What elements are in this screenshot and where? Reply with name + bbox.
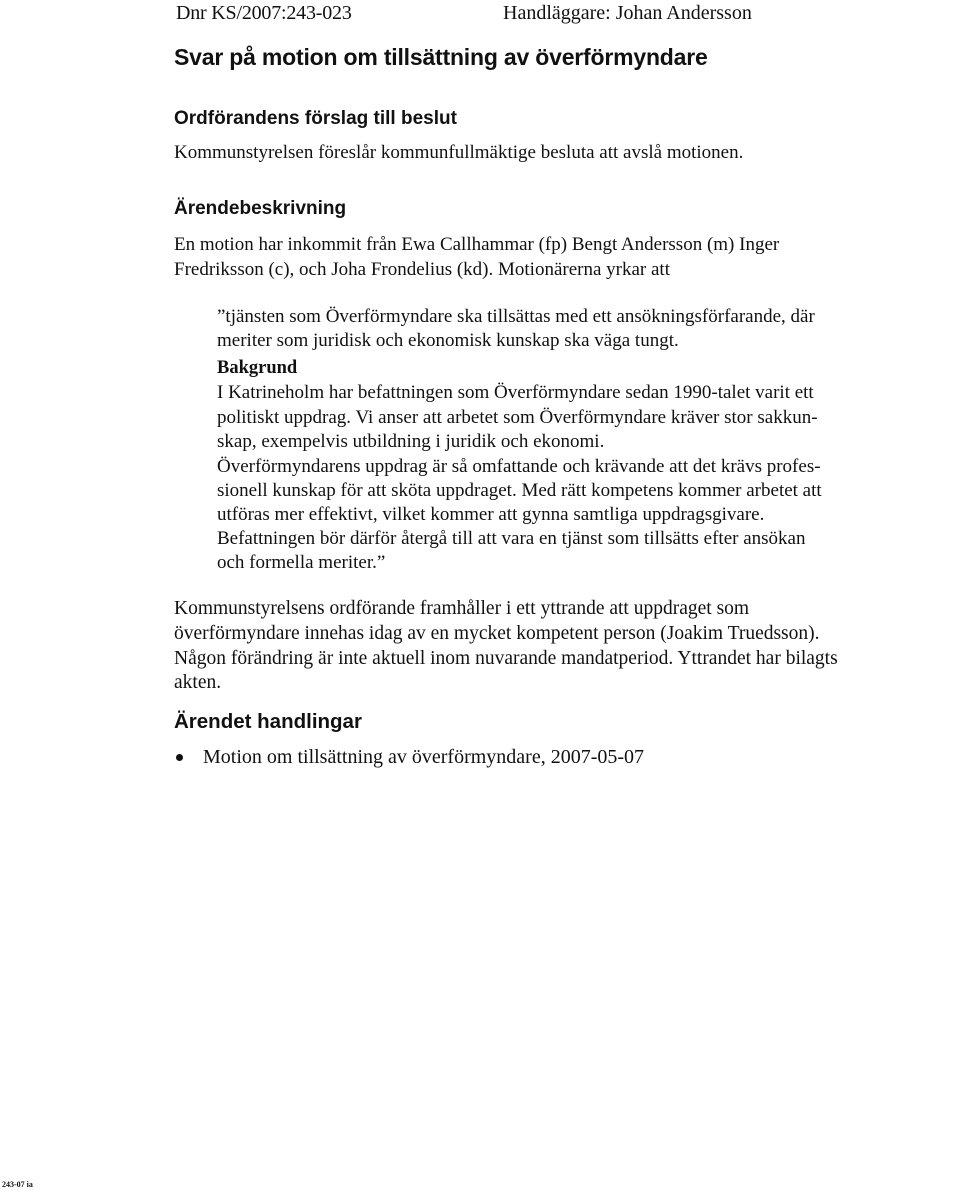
quote-body-line-3: skap, exempelvis utbildning i juridik och ekonomi. [217, 431, 605, 452]
quote-body-line-1: I Katrineholm har befattningen som Överförmyndare sedan 1990-talet varit ett [217, 382, 814, 403]
quote-body-line-4: Överförmyndarens uppdrag är så omfattande och krävande att det krävs profes- [217, 456, 821, 477]
description-line-1: En motion har inkommit från Ewa Callhammar (fp) Bengt Andersson (m) Inger [174, 234, 780, 255]
quote-body-line-6: utföras mer effektivt, vilket kommer att gynna samtliga uppdragsgivare. [217, 504, 765, 525]
chair-line-1: Kommunstyrelsens ordförande framhåller i ett yttrande att uppdraget som [174, 598, 750, 619]
footer-code: 243-07 ia [2, 1180, 33, 1189]
documents-list [174, 746, 644, 769]
chair-line-2: överförmyndare innehas idag av en mycket kompetent person (Joakim Truedsson). [174, 623, 820, 644]
list-item [174, 746, 644, 769]
quote-body-line-8: och formella meriter.” [217, 552, 386, 573]
quote-body-line-5: sionell kunskap för att sköta uppdraget. Med rätt kompetens kommer arbetet att [217, 480, 822, 501]
case-officer: Handläggare: Johan Andersson [503, 2, 752, 24]
description-heading: Ärendebeskrivning [174, 198, 347, 219]
chair-line-4: akten. [174, 672, 222, 693]
bullet-icon [176, 754, 183, 761]
document-title: Svar på motion om tillsättning av överförmyndare [174, 44, 708, 70]
documents-heading: Ärendet handlingar [174, 710, 362, 733]
quote-body-line-7: Befattningen bör därför återgå till att vara en tjänst som tillsätts efter ansökan [217, 528, 806, 549]
background-heading: Bakgrund [217, 358, 298, 378]
description-line-2: Fredriksson (c), och Joha Frondelius (kd). Motionärerna yrkar att [174, 259, 670, 280]
proposal-heading: Ordförandens förslag till beslut [174, 108, 457, 129]
document-item-label: Motion om tillsättning av överförmyndare, 2007-05-07 [203, 746, 645, 768]
diary-number: Dnr KS/2007:243-023 [176, 2, 352, 24]
proposal-text: Kommunstyrelsen föreslår kommunfullmäktige besluta att avslå motionen. [174, 142, 744, 163]
quote-line-1: ”tjänsten som Överförmyndare ska tillsättas med ett ansökningsförfarande, där [217, 306, 815, 327]
quote-line-2: meriter som juridisk och ekonomisk kunskap ska väga tungt. [217, 330, 679, 351]
chair-line-3: Någon förändring är inte aktuell inom nuvarande mandatperiod. Yttrandet har bilagts [174, 648, 838, 669]
quote-body-line-2: politiskt uppdrag. Vi anser att arbetet som Överförmyndare kräver stor sakkun- [217, 407, 818, 428]
